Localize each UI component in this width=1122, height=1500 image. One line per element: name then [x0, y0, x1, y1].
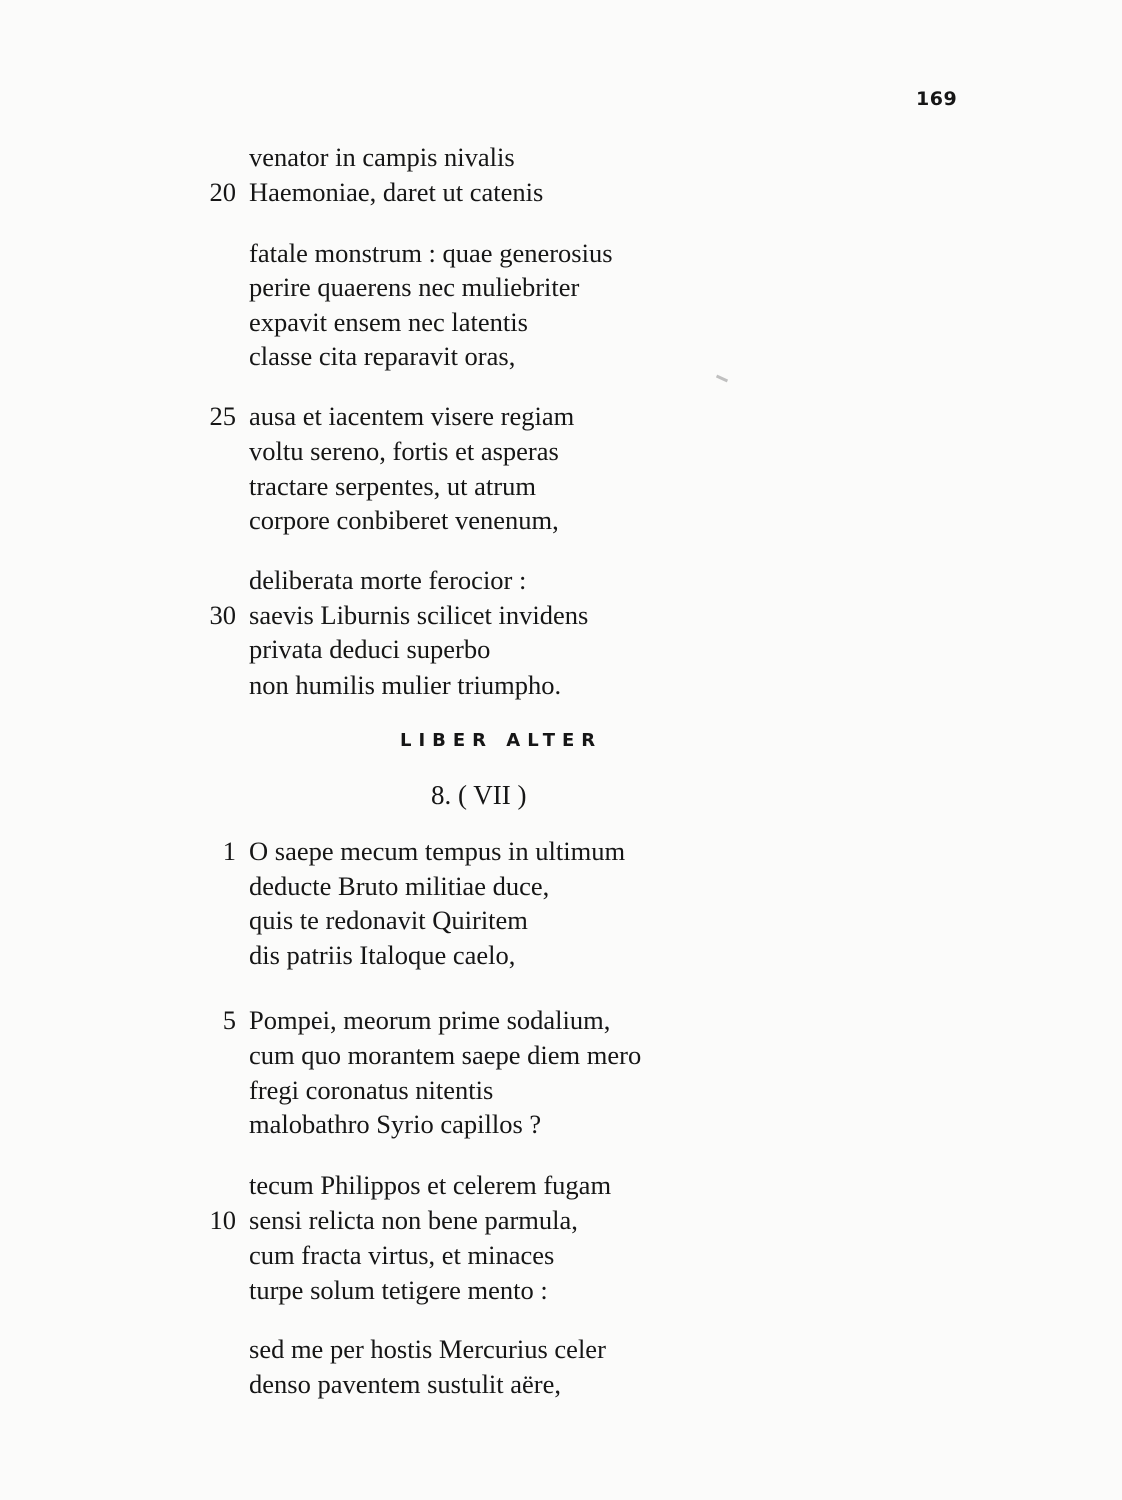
verse-line: saevis Liburnis scilicet invidens: [249, 600, 589, 630]
verse-line: deducte Bruto militiae duce,: [249, 871, 550, 901]
line-number: 25: [209, 401, 236, 431]
verse-line: sed me per hostis Mercurius celer: [249, 1334, 606, 1364]
verse-line: tractare serpentes, ut atrum: [249, 471, 536, 501]
verse-line: O saepe mecum tempus in ultimum: [249, 836, 626, 866]
verse-line: deliberata morte ferocior :: [249, 565, 527, 595]
verse-line: fregi coronatus nitentis: [249, 1075, 494, 1105]
ink-mark: [716, 375, 728, 383]
verse-line: corpore conbiberet venenum,: [249, 505, 559, 535]
line-number: 30: [209, 600, 236, 630]
verse-line: dis patriis Italoque caelo,: [249, 940, 516, 970]
verse-line: venator in campis nivalis: [249, 142, 515, 172]
verse-line: malobathro Syrio capillos ?: [249, 1109, 542, 1139]
verse-line: ausa et iacentem visere regiam: [249, 401, 575, 431]
verse-line: cum quo morantem saepe diem mero: [249, 1040, 642, 1070]
verse-line: turpe solum tetigere mento :: [249, 1275, 548, 1305]
verse-line: tecum Philippos et celerem fugam: [249, 1170, 612, 1200]
verse-line: expavit ensem nec latentis: [249, 307, 528, 337]
line-number: 5: [222, 1005, 236, 1035]
verse-line: quis te redonavit Quiritem: [249, 905, 528, 935]
verse-line: classe cita reparavit oras,: [249, 341, 516, 371]
verse-line: cum fracta virtus, et minaces: [249, 1240, 555, 1270]
book-heading: LIBER ALTER: [400, 730, 603, 751]
verse-line: non humilis mulier triumpho.: [249, 670, 562, 700]
verse-line: perire quaerens nec muliebriter: [249, 272, 580, 302]
verse-line: privata deduci superbo: [249, 634, 491, 664]
page-number: 169: [916, 88, 958, 110]
verse-line: Pompei, meorum prime sodalium,: [249, 1005, 611, 1035]
line-number: 10: [209, 1205, 236, 1235]
verse-line: voltu sereno, fortis et asperas: [249, 436, 559, 466]
verse-line: fatale monstrum : quae generosius: [249, 238, 613, 268]
verse-line: Haemoniae, daret ut catenis: [249, 177, 544, 207]
verse-line: denso paventem sustulit aëre,: [249, 1369, 562, 1399]
line-number: 1: [222, 836, 236, 866]
verse-line: sensi relicta non bene parmula,: [249, 1205, 578, 1235]
line-number: 20: [209, 177, 236, 207]
ode-title: 8. ( VII ): [431, 780, 527, 810]
